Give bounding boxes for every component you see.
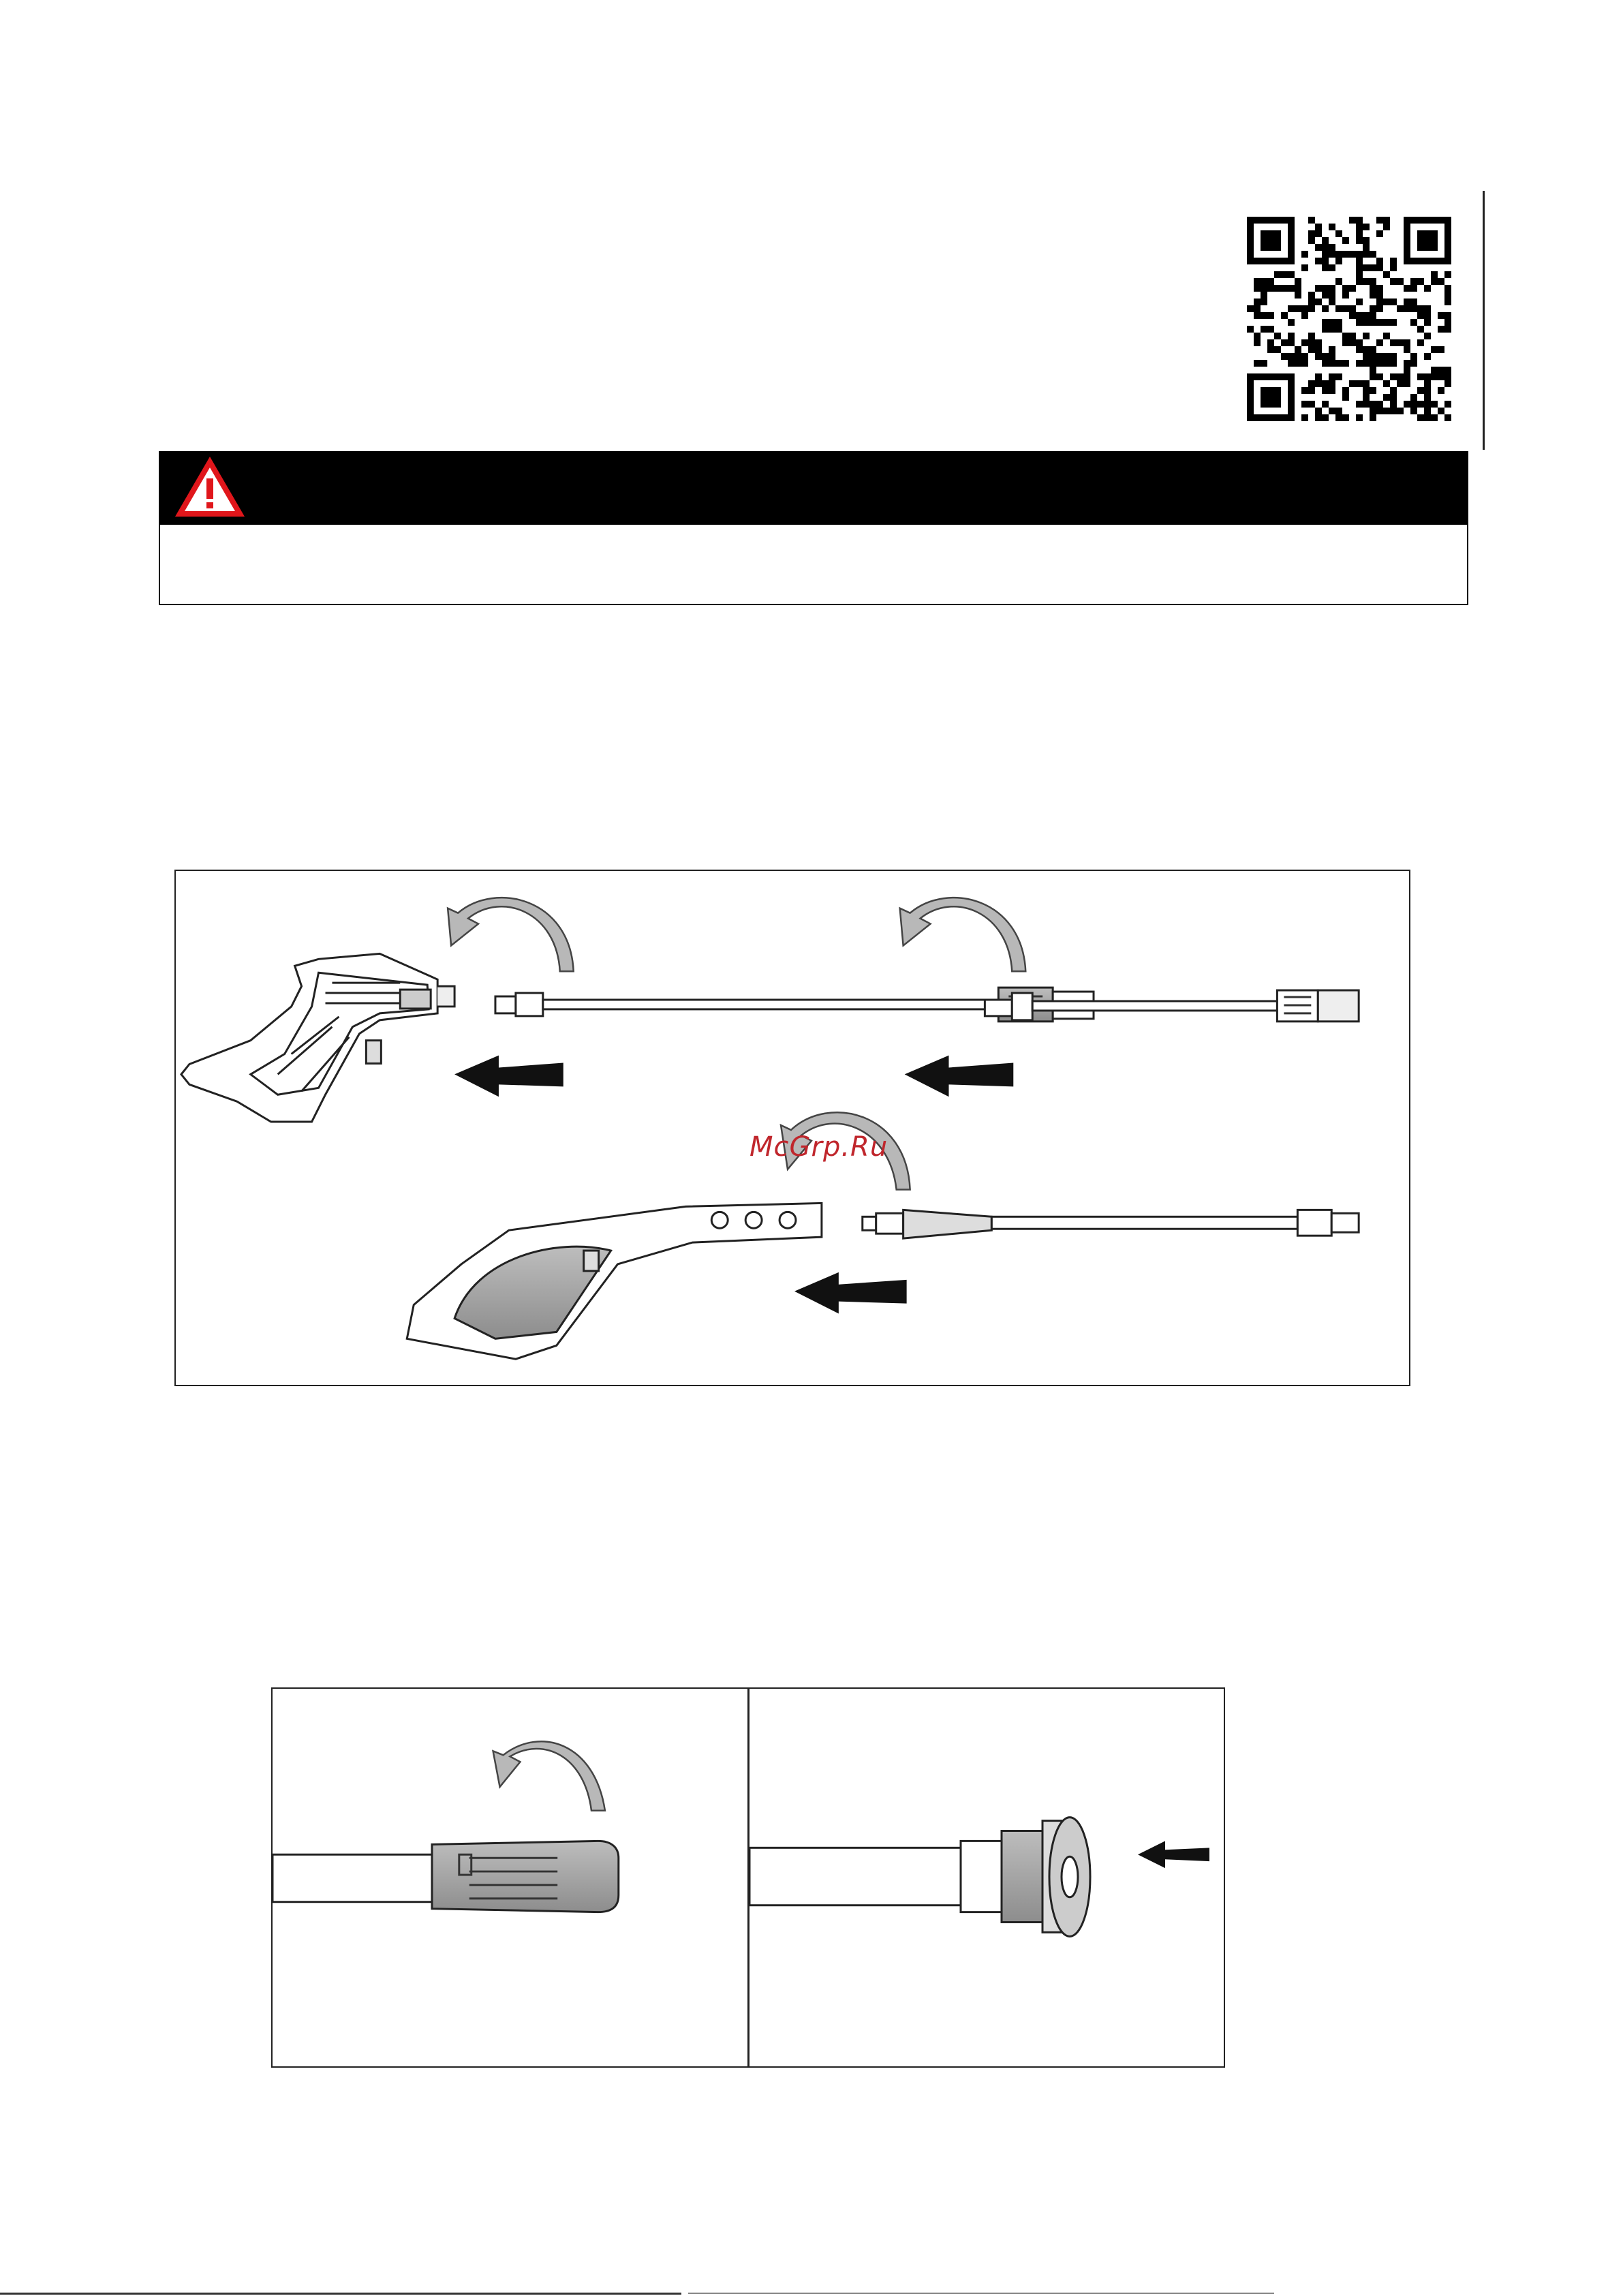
figure-nozzle <box>271 1687 1225 2068</box>
nozzle-panel-right <box>749 1689 1225 2066</box>
side-rule <box>1483 191 1485 450</box>
warning-box <box>159 451 1468 605</box>
warning-triangle-icon <box>172 453 247 521</box>
lance-icon <box>863 1210 1359 1238</box>
figure-assembly <box>174 870 1410 1386</box>
push-arrow-icon <box>1138 1841 1209 1868</box>
nozzle-panel-left <box>273 1689 749 2066</box>
quick-connector-icon <box>749 1689 1225 2066</box>
footer-rule <box>0 2293 681 2295</box>
nozzle-twist-icon <box>273 1689 747 2066</box>
rotate-arrow-icon <box>448 898 1025 1189</box>
spray-gun-icon <box>181 953 454 1122</box>
qr-code-icon <box>1247 217 1451 421</box>
footer-rule <box>688 2293 1274 2294</box>
warning-header-bar <box>160 453 1467 525</box>
spray-gun-icon <box>407 1203 822 1359</box>
watermark: McGrp.Ru <box>749 1131 888 1163</box>
